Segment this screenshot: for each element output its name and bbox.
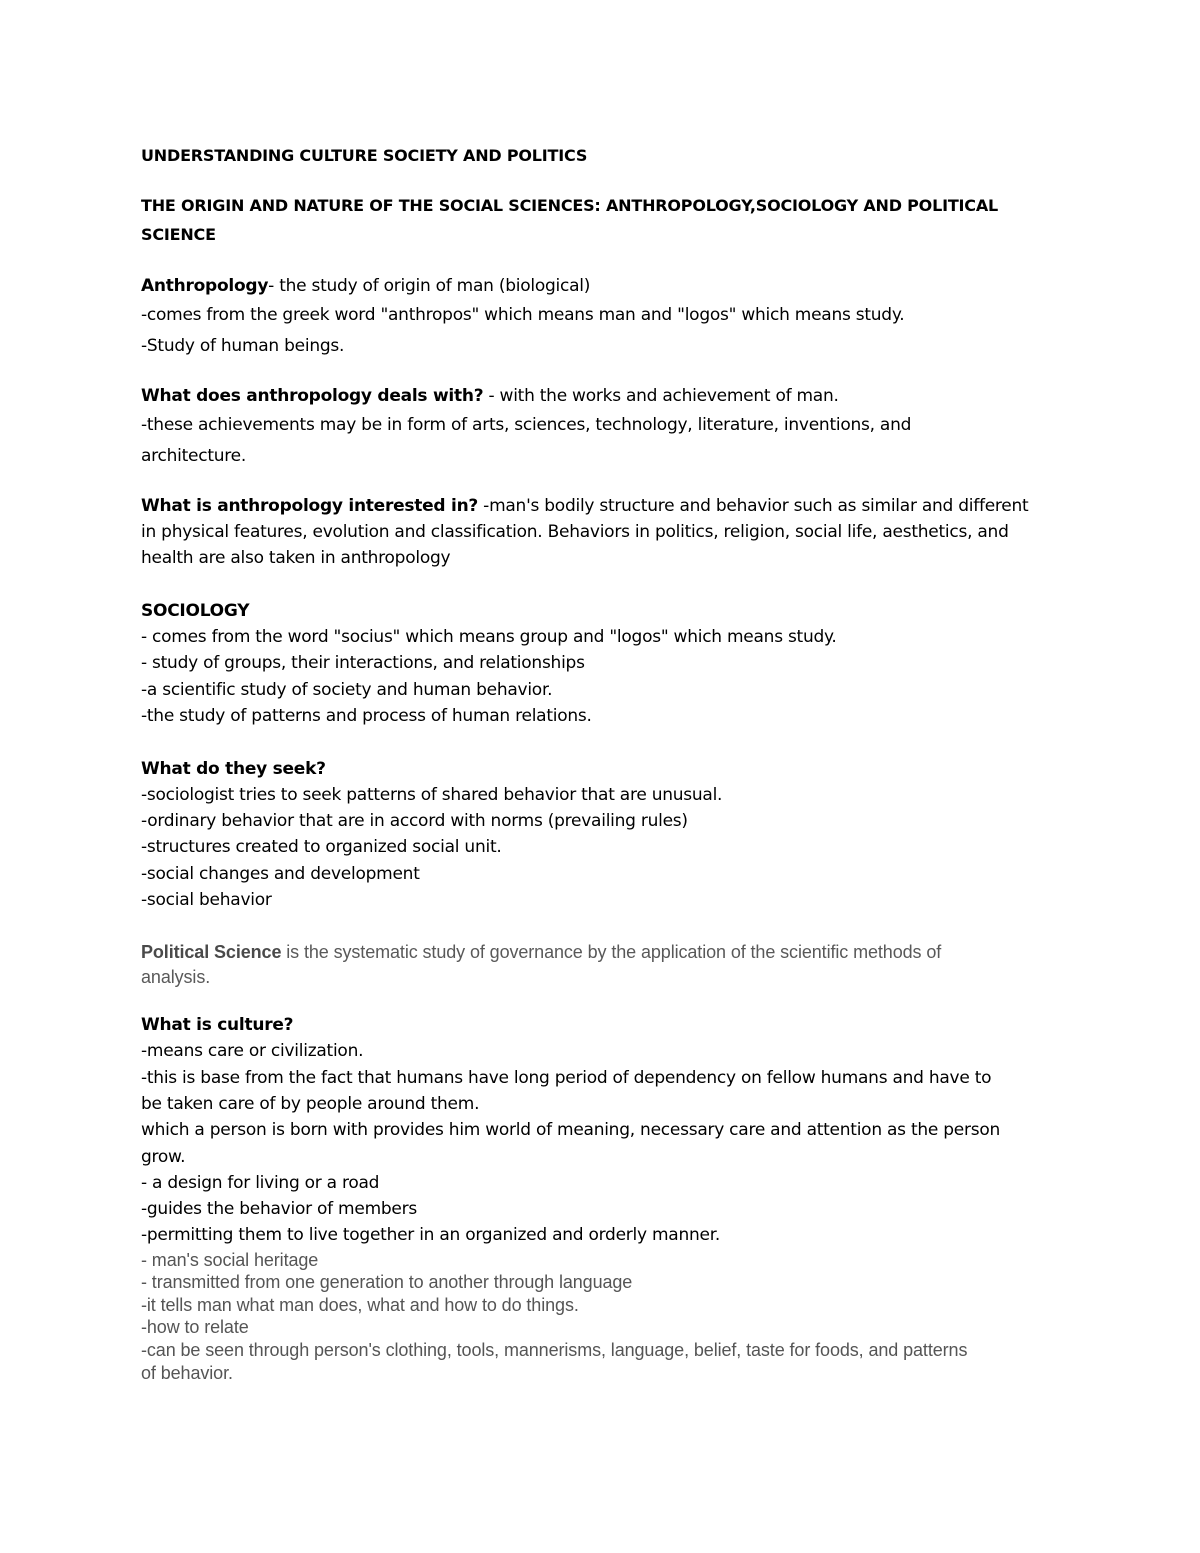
deals-with-line: -these achievements may be in form of arts, sciences, technology, literature, inventions, and [141, 415, 912, 435]
seek-line: -sociologist tries to seek patterns of shared behavior that are unusual. [141, 785, 723, 805]
sociology-line: -the study of patterns and process of human relations. [141, 706, 592, 726]
seek-question: What do they seek? [141, 759, 326, 779]
culture-grey-line: -it tells man what man does, what and how to do things. [141, 1295, 579, 1315]
deals-with-line: architecture. [141, 446, 247, 466]
seek-line: -social changes and development [141, 864, 420, 884]
culture-grey-line: -how to relate [141, 1317, 249, 1337]
culture-line: be taken care of by people around them. [141, 1094, 480, 1114]
anthropology-definition-text: - the study of origin of man (biological) [268, 276, 591, 296]
culture-line: which a person is born with provides him world of meaning, necessary care and attention as the person [141, 1120, 1001, 1140]
section-heading-line-2: SCIENCE [141, 225, 216, 244]
sociology-line: -a scientific study of society and human behavior. [141, 680, 553, 700]
deals-with-answer: - with the works and achievement of man. [483, 386, 839, 406]
culture-line: -guides the behavior of members [141, 1199, 417, 1219]
deals-with-paragraph [141, 383, 839, 409]
culture-line: -permitting them to live together in an organized and orderly manner. [141, 1225, 721, 1245]
culture-line: -means care or civilization. [141, 1041, 364, 1061]
anthropology-term: Anthropology [141, 276, 269, 296]
interested-in-question: What is anthropology interested in? [141, 496, 479, 516]
seek-line: -social behavior [141, 890, 272, 910]
sociology-line: - study of groups, their interactions, and relationships [141, 653, 585, 673]
anthropology-line: -comes from the greek word "anthropos" which means man and "logos" which means study. [141, 305, 905, 325]
political-science-term: Political Science [141, 942, 282, 962]
seek-line: -ordinary behavior that are in accord with norms (prevailing rules) [141, 811, 688, 831]
anthropology-line: -Study of human beings. [141, 336, 345, 356]
culture-line: - a design for living or a road [141, 1173, 380, 1193]
culture-grey-line: - man's social heritage [141, 1250, 319, 1270]
culture-line: -this is base from the fact that humans have long period of dependency on fellow humans and have to [141, 1068, 992, 1088]
political-science-paragraph [141, 941, 941, 964]
culture-line: grow. [141, 1147, 186, 1167]
political-science-line: analysis. [141, 967, 211, 987]
deals-with-question: What does anthropology deals with? [141, 386, 484, 406]
interested-in-answer: -man's bodily structure and behavior such as similar and different [478, 496, 1029, 516]
interested-in-paragraph [141, 493, 1028, 519]
interested-in-line: in physical features, evolution and classification. Behaviors in politics, religion, social life, aesthetics, and [141, 522, 1009, 542]
culture-question: What is culture? [141, 1015, 294, 1035]
anthropology-definition [141, 273, 590, 299]
culture-grey-line: - transmitted from one generation to another through language [141, 1272, 633, 1292]
political-science-definition: is the systematic study of governance by the application of the scientific methods of [281, 942, 942, 962]
culture-grey-line: of behavior. [141, 1363, 233, 1383]
sociology-line: - comes from the word "socius" which means group and "logos" which means study. [141, 627, 837, 647]
document-title: UNDERSTANDING CULTURE SOCIETY AND POLITICS [141, 146, 588, 165]
section-heading-line-1: THE ORIGIN AND NATURE OF THE SOCIAL SCIENCES: ANTHROPOLOGY,SOCIOLOGY AND POLITICAL [141, 196, 999, 215]
culture-grey-line: -can be seen through person's clothing, tools, mannerisms, language, belief, taste for foods, and patterns [141, 1340, 968, 1360]
interested-in-line: health are also taken in anthropology [141, 548, 451, 568]
sociology-heading: SOCIOLOGY [141, 601, 250, 621]
seek-line: -structures created to organized social unit. [141, 837, 502, 857]
